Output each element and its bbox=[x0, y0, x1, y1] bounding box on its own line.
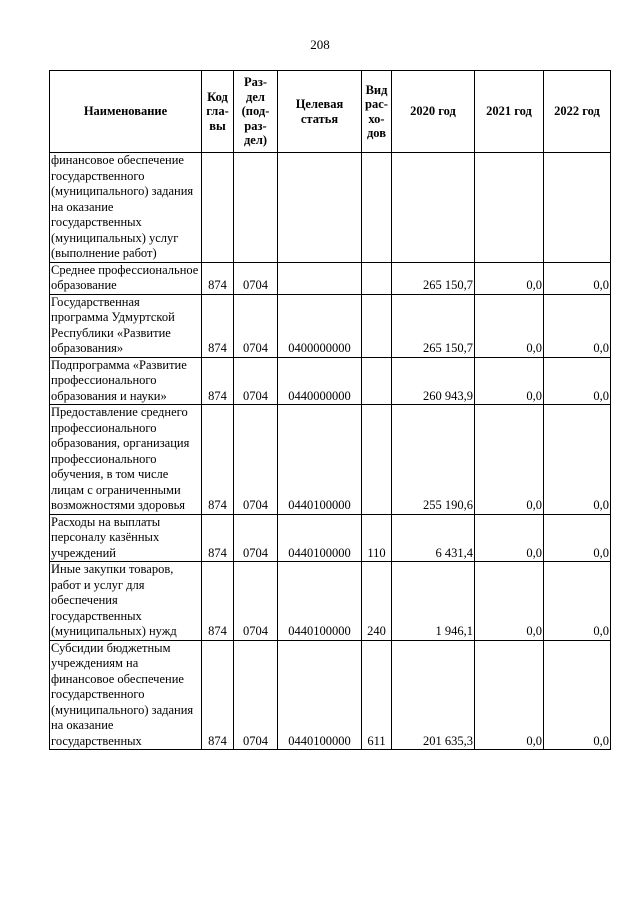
row-chapter bbox=[202, 153, 234, 263]
page-number: 208 bbox=[310, 37, 330, 52]
row-chapter: 874 bbox=[202, 514, 234, 562]
row-type bbox=[362, 262, 392, 294]
row-type bbox=[362, 153, 392, 263]
table-header-row bbox=[50, 71, 611, 153]
row-name: Подпрограмма «Развитие профессионального образования и науки» bbox=[50, 357, 202, 405]
row-2020: 6 431,4 bbox=[392, 514, 475, 562]
row-section: 0704 bbox=[234, 562, 278, 641]
row-2021: 0,0 bbox=[475, 294, 544, 357]
col-header-2021: 2021 год bbox=[475, 71, 544, 153]
col-header-section: Раз-дел (под-раз-дел) bbox=[234, 71, 278, 153]
row-2020: 1 946,1 bbox=[392, 562, 475, 641]
row-target: 0440100000 bbox=[278, 640, 362, 750]
row-chapter: 874 bbox=[202, 405, 234, 515]
row-2022: 0,0 bbox=[544, 514, 611, 562]
row-2020: 265 150,7 bbox=[392, 262, 475, 294]
row-2020 bbox=[392, 153, 475, 263]
row-type bbox=[362, 405, 392, 515]
row-2022: 0,0 bbox=[544, 640, 611, 750]
col-header-2020: 2020 год bbox=[392, 71, 475, 153]
table-row bbox=[50, 357, 611, 405]
row-target: 0440100000 bbox=[278, 514, 362, 562]
row-name: Государственная программа Удмуртской Республики «Развитие образования» bbox=[50, 294, 202, 357]
col-header-chapter: Код гла-вы bbox=[202, 71, 234, 153]
row-target: 0440100000 bbox=[278, 405, 362, 515]
row-type: 611 bbox=[362, 640, 392, 750]
row-section: 0704 bbox=[234, 640, 278, 750]
row-2022: 0,0 bbox=[544, 405, 611, 515]
row-name: финансовое обеспечение государственного (муниципального) задания на оказание государственных (муниципальных) услуг (выполнение работ) bbox=[50, 153, 202, 263]
row-chapter: 874 bbox=[202, 357, 234, 405]
table-row bbox=[50, 262, 611, 294]
col-header-type: Вид рас-хо-дов bbox=[362, 71, 392, 153]
table-row bbox=[50, 562, 611, 641]
table-row bbox=[50, 405, 611, 515]
row-2020: 255 190,6 bbox=[392, 405, 475, 515]
row-2022: 0,0 bbox=[544, 357, 611, 405]
row-2021 bbox=[475, 153, 544, 263]
row-2021: 0,0 bbox=[475, 514, 544, 562]
row-2022 bbox=[544, 153, 611, 263]
table-row bbox=[50, 640, 611, 750]
row-chapter: 874 bbox=[202, 562, 234, 641]
table-row bbox=[50, 514, 611, 562]
row-2021: 0,0 bbox=[475, 405, 544, 515]
budget-table bbox=[49, 70, 611, 750]
row-chapter: 874 bbox=[202, 262, 234, 294]
row-target bbox=[278, 262, 362, 294]
row-2020: 265 150,7 bbox=[392, 294, 475, 357]
row-section: 0704 bbox=[234, 262, 278, 294]
row-section: 0704 bbox=[234, 514, 278, 562]
row-name: Предоставление среднего профессионального образования, организация профессионального обучения, в том числе лицам с ограниченными возможностями здоровья bbox=[50, 405, 202, 515]
row-target: 0440000000 bbox=[278, 357, 362, 405]
row-2022: 0,0 bbox=[544, 262, 611, 294]
row-section: 0704 bbox=[234, 294, 278, 357]
row-type bbox=[362, 357, 392, 405]
row-2021: 0,0 bbox=[475, 562, 544, 641]
row-section: 0704 bbox=[234, 405, 278, 515]
col-header-name: Наименование bbox=[50, 71, 202, 153]
row-type: 240 bbox=[362, 562, 392, 641]
row-section bbox=[234, 153, 278, 263]
row-type: 110 bbox=[362, 514, 392, 562]
row-2021: 0,0 bbox=[475, 262, 544, 294]
row-2020: 201 635,3 bbox=[392, 640, 475, 750]
col-header-2022: 2022 год bbox=[544, 71, 611, 153]
row-name: Иные закупки товаров, работ и услуг для обеспечения государственных (муниципальных) нужд bbox=[50, 562, 202, 641]
row-2021: 0,0 bbox=[475, 357, 544, 405]
row-name: Расходы на выплаты персоналу казённых учреждений bbox=[50, 514, 202, 562]
row-section: 0704 bbox=[234, 357, 278, 405]
table-row bbox=[50, 294, 611, 357]
col-header-target: Целевая статья bbox=[278, 71, 362, 153]
row-2020: 260 943,9 bbox=[392, 357, 475, 405]
row-2022: 0,0 bbox=[544, 294, 611, 357]
row-2021: 0,0 bbox=[475, 640, 544, 750]
row-chapter: 874 bbox=[202, 294, 234, 357]
row-target bbox=[278, 153, 362, 263]
row-name: Среднее профессиональное образование bbox=[50, 262, 202, 294]
row-chapter: 874 bbox=[202, 640, 234, 750]
row-type bbox=[362, 294, 392, 357]
row-2022: 0,0 bbox=[544, 562, 611, 641]
table-row bbox=[50, 153, 611, 263]
row-target: 0400000000 bbox=[278, 294, 362, 357]
row-target: 0440100000 bbox=[278, 562, 362, 641]
row-name: Субсидии бюджетным учреждениям на финансовое обеспечение государственного (муниципального) задания на оказание государственных bbox=[50, 640, 202, 750]
